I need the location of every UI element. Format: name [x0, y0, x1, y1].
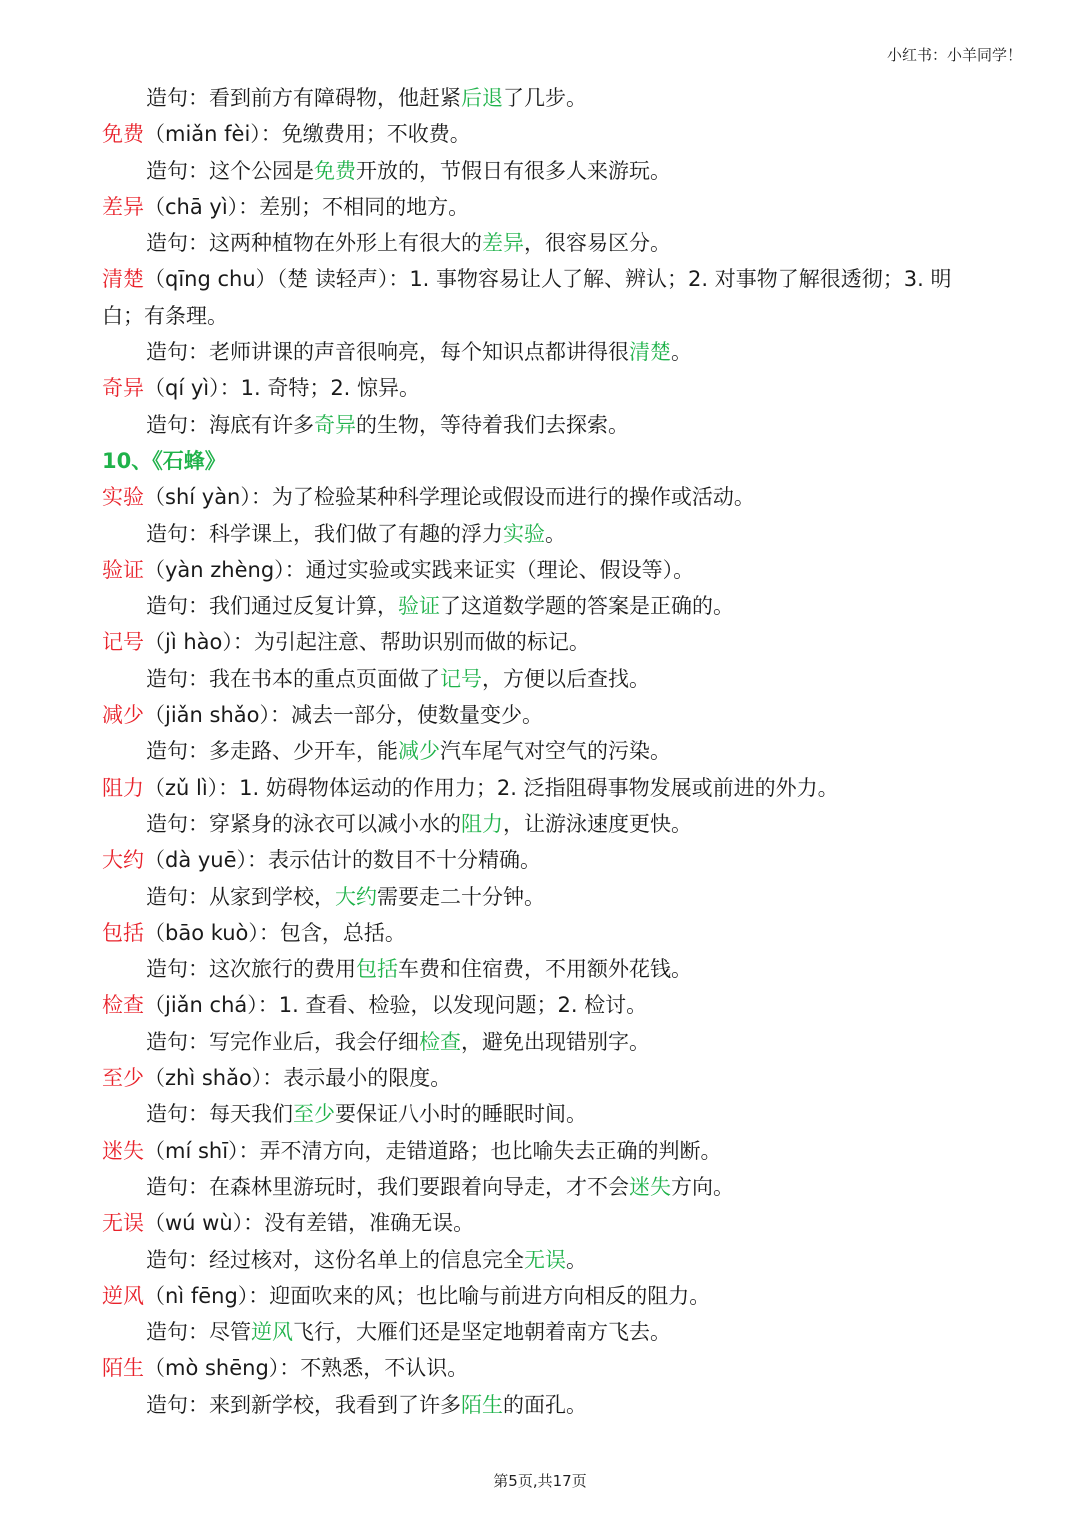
- definition: （qí yì）：1. 奇特；2. 惊异。: [144, 376, 421, 401]
- entry-definition-line: [102, 915, 982, 951]
- example-text: 车费和住宿费，不用额外花钱。: [398, 957, 692, 982]
- headword: 验证: [102, 557, 144, 582]
- headword: 清楚: [102, 267, 144, 292]
- definition: （chā yì）：差别；不相同的地方。: [144, 194, 470, 219]
- headword: 大约: [102, 848, 144, 873]
- definition: （jiǎn chá）：1. 查看、检验，以发现问题；2. 检讨。: [144, 993, 648, 1018]
- example-text: 造句：从家到学校，: [146, 884, 335, 909]
- example-sentence: [102, 1169, 982, 1205]
- headword: 差异: [102, 194, 144, 219]
- example-highlight: 差异: [482, 231, 524, 256]
- definition: （wú wù）：没有差错，准确无误。: [144, 1211, 475, 1236]
- example-text: ，避免出现错别字。: [461, 1029, 650, 1054]
- headword: 记号: [102, 630, 144, 655]
- example-sentence: [102, 1096, 982, 1132]
- example-text: 的面孔。: [503, 1392, 587, 1417]
- example-text: 了这道数学题的答案是正确的。: [440, 594, 734, 619]
- example-text: 造句：这个公园是: [146, 158, 314, 183]
- example-highlight: 迷失: [629, 1174, 671, 1199]
- example-text: 要保证八小时的睡眠时间。: [335, 1102, 587, 1127]
- example-text: 造句：多走路、少开车，能: [146, 739, 398, 764]
- definition: （bāo kuò）：包含，总括。: [144, 920, 406, 945]
- definition: （mò shēng）：不熟悉，不认识。: [144, 1356, 469, 1381]
- example-text: 造句：我们通过反复计算，: [146, 594, 398, 619]
- example-text: 造句：尽管: [146, 1320, 251, 1345]
- example-sentence: [102, 1242, 982, 1278]
- example-text: 造句：海底有许多: [146, 412, 314, 437]
- entry-definition-line: [102, 770, 982, 806]
- example-sentence: [102, 806, 982, 842]
- headword: 奇异: [102, 376, 144, 401]
- entry-definition-line: [102, 624, 982, 660]
- example-highlight: 包括: [356, 957, 398, 982]
- example-highlight: 实验: [503, 521, 545, 546]
- entry-definition-line: [102, 116, 982, 152]
- example-highlight: 大约: [335, 884, 377, 909]
- example-text: 造句：经过核对，这份名单上的信息完全: [146, 1247, 524, 1272]
- entry-definition-line: [102, 697, 982, 733]
- example-sentence: [102, 733, 982, 769]
- example-highlight: 无误: [524, 1247, 566, 1272]
- headword: 迷失: [102, 1138, 144, 1163]
- example-sentence: [102, 407, 982, 443]
- example-text: 造句：来到新学校，我看到了许多: [146, 1392, 461, 1417]
- example-sentence: [102, 334, 982, 370]
- example-text: 造句：写完作业后，我会仔细: [146, 1029, 419, 1054]
- headword: 实验: [102, 485, 144, 510]
- example-sentence: [102, 661, 982, 697]
- example-text: 方向。: [671, 1174, 734, 1199]
- example-text: ，很容易区分。: [524, 231, 671, 256]
- example-text: 造句：老师讲课的声音很响亮，每个知识点都讲得很: [146, 340, 629, 365]
- example-text: 造句：看到前方有障碍物，他赶紧: [146, 86, 461, 110]
- headword: 无误: [102, 1211, 144, 1236]
- example-sentence: [102, 1024, 982, 1060]
- example-sentence: [102, 153, 982, 189]
- entry-definition-line: [102, 987, 982, 1023]
- example-text: 造句：这次旅行的费用: [146, 957, 356, 982]
- definition: （mí shī）：弄不清方向，走错道路；也比喻失去正确的判断。: [144, 1138, 722, 1163]
- example-highlight: 阻力: [461, 811, 503, 836]
- vocabulary-list: [102, 80, 982, 1423]
- example-highlight: 逆风: [251, 1320, 293, 1345]
- example-sentence: [102, 588, 982, 624]
- example-text: 造句：在森林里游玩时，我们要跟着向导走，才不会: [146, 1174, 629, 1199]
- example-highlight: 清楚: [629, 340, 671, 365]
- example-highlight: 陌生: [461, 1392, 503, 1417]
- entry-definition-line: [102, 370, 982, 406]
- example-highlight: 记号: [440, 666, 482, 691]
- headword: 检查: [102, 993, 144, 1018]
- example-text: 飞行，大雁们还是坚定地朝着南方飞去。: [293, 1320, 671, 1345]
- definition: （shí yàn）：为了检验某种科学理论或假设而进行的操作或活动。: [144, 485, 755, 510]
- headword: 逆风: [102, 1283, 144, 1308]
- entry-definition-line: [102, 1278, 982, 1314]
- entry-definition-line: [102, 189, 982, 225]
- example-text: 造句：科学课上，我们做了有趣的浮力: [146, 521, 503, 546]
- headword: 包括: [102, 920, 144, 945]
- headword: 至少: [102, 1066, 144, 1091]
- example-text: 造句：每天我们: [146, 1102, 293, 1127]
- example-highlight: 减少: [398, 739, 440, 764]
- headword: 免费: [102, 122, 144, 147]
- definition: （zǔ lì）：1. 妨碍物体运动的作用力；2. 泛指阻碍事物发展或前进的外力。: [144, 775, 839, 800]
- section-heading: 10、《石蜂》: [102, 448, 226, 473]
- definition-continuation: 白；有条理。: [102, 303, 228, 328]
- headword: 陌生: [102, 1356, 144, 1381]
- example-text: 需要走二十分钟。: [377, 884, 545, 909]
- entry-definition-line: [102, 1350, 982, 1386]
- example-highlight: 后退: [461, 86, 503, 110]
- example-highlight: 验证: [398, 594, 440, 619]
- entry-definition-line: [102, 1133, 982, 1169]
- example-text: 的生物，等待着我们去探索。: [356, 412, 629, 437]
- entry-definition-line: [102, 261, 982, 297]
- entry-definition-line: [102, 552, 982, 588]
- example-text: 。: [671, 340, 692, 365]
- example-sentence: [102, 225, 982, 261]
- definition: （nì fēng）：迎面吹来的风；也比喻与前进方向相反的阻力。: [144, 1283, 711, 1308]
- example-text: 开放的，节假日有很多人来游玩。: [356, 158, 671, 183]
- example-text: 。: [545, 521, 566, 546]
- example-text: 造句：穿紧身的泳衣可以减小水的: [146, 811, 461, 836]
- entry-definition-line: [102, 1060, 982, 1096]
- example-text: 了几步。: [503, 86, 587, 110]
- brand-header: 小红书：小羊同学！: [886, 46, 1022, 64]
- page-number: 第5页,共17页: [493, 1472, 587, 1490]
- definition: （qīng chu）（楚 读轻声）：1. 事物容易让人了解、辨认；2. 对事物了解很透彻；3. 明: [144, 267, 952, 292]
- example-text: 汽车尾气对空气的污染。: [440, 739, 671, 764]
- example-highlight: 至少: [293, 1102, 335, 1127]
- headword: 阻力: [102, 775, 144, 800]
- example-sentence: [102, 1314, 982, 1350]
- entry-definition-line: [102, 842, 982, 878]
- example-text: 造句：这两种植物在外形上有很大的: [146, 231, 482, 256]
- entry-definition-line: [102, 479, 982, 515]
- definition: （dà yuē）：表示估计的数目不十分精确。: [144, 848, 542, 873]
- definition: （zhì shǎo）：表示最小的限度。: [144, 1066, 452, 1091]
- example-sentence: [102, 879, 982, 915]
- example-sentence: [102, 80, 982, 116]
- example-highlight: 免费: [314, 158, 356, 183]
- example-text: 造句：我在书本的重点页面做了: [146, 666, 440, 691]
- example-sentence: [102, 1387, 982, 1423]
- example-sentence: [102, 516, 982, 552]
- example-highlight: 检查: [419, 1029, 461, 1054]
- example-text: 。: [566, 1247, 587, 1272]
- example-highlight: 奇异: [314, 412, 356, 437]
- definition: （miǎn fèi）：免缴费用；不收费。: [144, 122, 471, 147]
- example-sentence: [102, 951, 982, 987]
- headword: 减少: [102, 703, 144, 728]
- example-text: ，方便以后查找。: [482, 666, 650, 691]
- definition: （jì hào）：为引起注意、帮助识别而做的标记。: [144, 630, 590, 655]
- definition: （yàn zhèng）：通过实验或实践来证实（理论、假设等）。: [144, 557, 695, 582]
- entry-definition-line: [102, 1205, 982, 1241]
- example-text: ，让游泳速度更快。: [503, 811, 692, 836]
- definition: （jiǎn shǎo）：减去一部分，使数量变少。: [144, 703, 543, 728]
